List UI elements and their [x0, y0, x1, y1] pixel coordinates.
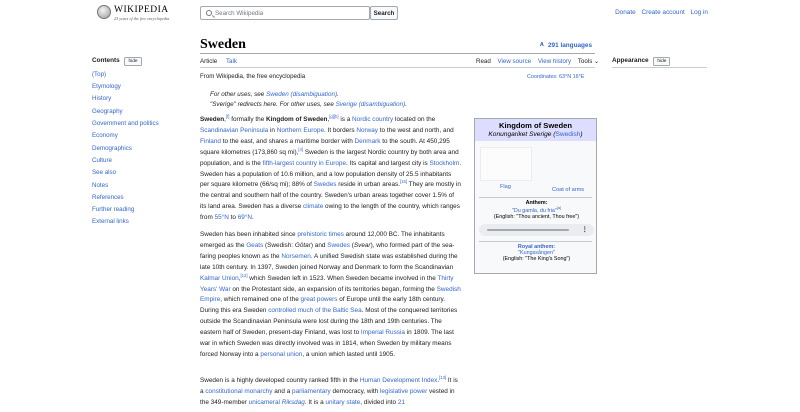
toc-heading: [92, 57, 182, 66]
appearance-heading: [612, 57, 670, 66]
logo-wordmark[interactable]: WIKIPEDIA: [114, 5, 169, 15]
coordinates-link[interactable]: Coordinates: 63°N 16°E: [527, 74, 585, 80]
hatnote-link[interactable]: Sweden (disambiguation): [266, 91, 338, 98]
toc-item-top[interactable]: (Top): [92, 70, 107, 78]
lead-paragraph-3: Sweden is a highly developed country ranked fifth in the Human Development Index.[13] It is a constitutional monarchy and a parliamentary democracy, with legislative power vested in the 349-member unicameral Riksdag. It is a unitary state, divided into 21: [200, 374, 458, 406]
toc-hide-button[interactable]: hide: [124, 57, 141, 65]
anthem-label: Anthem:: [525, 200, 548, 206]
hatnote-text: "Sverige" redirects here. For other uses, see: [210, 101, 336, 108]
search-button[interactable]: Search: [370, 6, 398, 20]
hatnote-text: .: [337, 91, 339, 98]
lead-paragraph-2: Sweden has been inhabited since prehistoric times around 12,000 BC. The inhabitants emerged as the Geats (Swedish: Götar) and Swedes (Svear), who formed part of the sea-faring peoples known as the Norsemen. A unified Swedish state was established during the late 10th century. In 1397, Sweden joined Norway and Denmark to form the Scandinavian Kalmar Union,[12] which Sweden left in 1523. When Sweden became involved in the Thirty Years' War on the Protestant side, an expansion of its territories began, forming the Swedish Empire, which remained one of the great powers of Europe until the early 18th century. During this era Sweden controlled much of the Baltic Sea. Most of the conquered territories outside the Scandinavian Peninsula were lost during the 18th and 19th centuries. The eastern half of Sweden, present-day Finland, was lost to Imperial Russia in 1809. The last war in which Sweden was directly involved was in 1814, when Sweden by military means forced Norway into a personal union, a union which lasted until 1905.: [200, 231, 461, 358]
toc-item-notes[interactable]: Notes: [92, 181, 109, 189]
tab-tools[interactable]: [578, 58, 599, 67]
royal-anthem-block: [475, 244, 598, 262]
anthem-audio-player[interactable]: [479, 224, 594, 236]
infobox-divider: [479, 241, 592, 242]
tools-label: Tools: [577, 58, 593, 65]
hatnote-link[interactable]: Sverige (disambiguation): [335, 101, 406, 108]
toc-item-economy[interactable]: Economy: [92, 132, 118, 140]
hatnote-disambiguation: [210, 91, 339, 98]
infobox-native-name: Konungariket Sverige (Swedish): [488, 131, 583, 138]
flag-image[interactable]: [480, 147, 532, 181]
infobox-title: Kingdom of Sweden: [499, 121, 572, 130]
toc-item-geography[interactable]: Geography: [92, 107, 123, 115]
tab-view-history[interactable]: View history: [537, 58, 572, 65]
toc-heading-label: Contents: [92, 57, 120, 64]
royal-anthem-link[interactable]: "Kungssången": [518, 250, 555, 256]
lead-paragraph-1: Sweden,[f] formally the Kingdom of Sweden,[g][h] is a Nordic country located on the Scandinavian Peninsula in Northern Europe. It borders Norway to the west and north, and Finland to the east, and shares a maritime border with Denmark to the south. At 450,295 square kilometres (173,860 sq mi),[4] Sweden is the largest Nordic country by both area and population, and is the fifth-largest country in Europe. Its capital and largest city is Stockholm. Sweden has a population of 10.6 million, and a low population density of 25.5 inhabitants per square kilometre (66/sq mi); 88% of Swedes reside in urban areas.[15] They are mostly in the central and southern half of the country. Sweden's urban areas together cover 1.5% of its land area. Sweden has a diverse climate owing to the length of the country, which ranges from 55°N to 69°N.: [200, 113, 462, 222]
create-account-link[interactable]: Create account: [641, 9, 685, 16]
search-input[interactable]: [215, 9, 365, 18]
language-selector[interactable]: [540, 41, 592, 49]
tab-talk[interactable]: Talk: [225, 58, 237, 65]
anthem-link[interactable]: "Du gamla, du fria": [511, 207, 557, 214]
toc-item-culture[interactable]: Culture: [92, 156, 112, 164]
tab-read[interactable]: Read: [476, 58, 491, 68]
toc-item-external-links[interactable]: External links: [92, 218, 129, 226]
royal-anthem-english: (English: "The King's Song"): [502, 256, 571, 262]
toc-item-history[interactable]: History: [92, 95, 112, 103]
appearance-hide-button[interactable]: hide: [653, 57, 670, 65]
hatnote-redirect: [210, 101, 407, 108]
site-subtitle: From Wikipedia, the free encyclopedia: [200, 73, 306, 80]
search-icon: [206, 10, 212, 16]
coat-of-arms-caption[interactable]: Coat of arms: [552, 187, 585, 193]
toc-item-see-also[interactable]: See also: [92, 169, 117, 177]
svg-text:A: A: [540, 42, 544, 47]
coat-of-arms-image[interactable]: [545, 147, 593, 181]
toc-item-references[interactable]: References: [92, 193, 124, 201]
toc-item-etymology[interactable]: Etymology: [92, 83, 121, 91]
native-name-text: Konungariket Sverige: [488, 131, 552, 138]
anthem-note[interactable]: [a]: [556, 206, 562, 210]
page-title: Sweden: [200, 37, 246, 52]
anthem-english: (English: "Thou ancient, Thou free"): [493, 213, 580, 220]
hatnote-text: .: [405, 101, 407, 108]
anthem-block: [475, 200, 598, 220]
royal-anthem-label[interactable]: Royal anthem:: [517, 244, 556, 250]
tab-view-source[interactable]: View source: [497, 58, 532, 65]
toc-item-further-reading[interactable]: Further reading: [92, 206, 135, 214]
infobox: [474, 118, 597, 274]
languages-label: 291 languages: [548, 42, 593, 49]
table-of-contents: [92, 57, 182, 225]
wikipedia-globe-icon[interactable]: [97, 5, 111, 19]
title-divider: [200, 53, 595, 54]
user-links: [611, 9, 708, 16]
audio-progress-track[interactable]: [487, 229, 569, 231]
tab-article[interactable]: Article: [200, 58, 217, 68]
logo-tagline: 25 years of the free encyclopedia: [114, 16, 170, 21]
hatnote-text: For other uses, see: [210, 91, 266, 98]
toc-item-demographics[interactable]: Demographics: [92, 144, 132, 152]
audio-menu-icon[interactable]: ⋮: [581, 225, 588, 233]
flag-caption[interactable]: Flag: [500, 184, 511, 190]
chevron-down-icon: ⌄: [594, 58, 600, 65]
translate-icon: [540, 41, 546, 47]
donate-link[interactable]: Donate: [615, 9, 636, 16]
toc-item-government[interactable]: Government and politics: [92, 120, 159, 128]
infobox-header: [475, 119, 596, 141]
log-in-link[interactable]: Log in: [690, 9, 708, 16]
appearance-divider: [612, 67, 707, 68]
search-box: [200, 6, 370, 20]
site-header: [0, 0, 800, 28]
infobox-divider: [479, 197, 592, 198]
tabs-divider: [200, 67, 595, 68]
appearance-label: Appearance: [612, 57, 649, 64]
native-language-link[interactable]: Swedish: [555, 131, 581, 138]
